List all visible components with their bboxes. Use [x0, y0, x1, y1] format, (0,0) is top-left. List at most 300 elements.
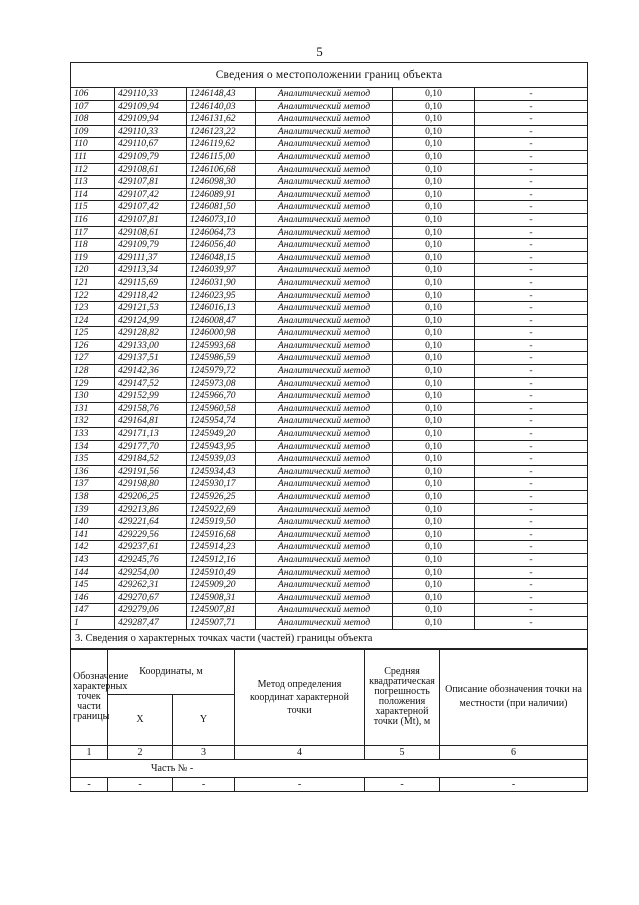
table-row — [71, 553, 588, 566]
coord-x-cell: 429133,00 — [115, 339, 187, 352]
col-num-5: 5 — [365, 745, 440, 759]
coord-x-cell: 429107,81 — [115, 176, 187, 189]
empty-cell: - — [108, 777, 173, 791]
description-cell: - — [475, 100, 588, 113]
description-cell: - — [475, 213, 588, 226]
method-cell: Аналитический метод — [256, 503, 393, 516]
table-row — [71, 377, 588, 390]
description-cell: - — [475, 276, 588, 289]
coord-x-cell: 429111,37 — [115, 251, 187, 264]
page-number: 5 — [316, 44, 323, 59]
description-cell: - — [475, 528, 588, 541]
coord-x-cell: 429108,61 — [115, 226, 187, 239]
coord-y-cell: 1246073,10 — [187, 213, 256, 226]
table-row — [71, 528, 588, 541]
method-cell: Аналитический метод — [256, 591, 393, 604]
method-cell: Аналитический метод — [256, 566, 393, 579]
table-row — [71, 302, 588, 315]
method-cell: Аналитический метод — [256, 125, 393, 138]
error-cell: 0,10 — [393, 88, 475, 101]
point-number-cell: 110 — [71, 138, 115, 151]
table-row — [71, 453, 588, 466]
method-cell: Аналитический метод — [256, 377, 393, 390]
table-row — [71, 88, 588, 101]
coord-y-cell: 1245934,43 — [187, 465, 256, 478]
error-cell: 0,10 — [393, 201, 475, 214]
coord-x-cell: 429279,06 — [115, 604, 187, 617]
description-cell: - — [475, 591, 588, 604]
description-cell: - — [475, 314, 588, 327]
coord-y-cell: 1246008,47 — [187, 314, 256, 327]
error-cell: 0,10 — [393, 591, 475, 604]
description-cell: - — [475, 251, 588, 264]
col-num-1: 1 — [71, 745, 108, 759]
method-cell: Аналитический метод — [256, 352, 393, 365]
description-cell: - — [475, 453, 588, 466]
description-cell: - — [475, 390, 588, 403]
error-cell: 0,10 — [393, 465, 475, 478]
error-cell: 0,10 — [393, 352, 475, 365]
coord-y-cell: 1246115,00 — [187, 150, 256, 163]
table-row — [71, 491, 588, 504]
description-cell: - — [475, 150, 588, 163]
error-cell: 0,10 — [393, 579, 475, 592]
coord-x-cell: 429118,42 — [115, 289, 187, 302]
error-cell: 0,10 — [393, 264, 475, 277]
col-num-6: 6 — [440, 745, 588, 759]
point-number-cell: 133 — [71, 428, 115, 441]
error-cell: 0,10 — [393, 138, 475, 151]
description-cell: - — [475, 503, 588, 516]
coord-x-cell: 429229,56 — [115, 528, 187, 541]
table-row — [71, 201, 588, 214]
coord-y-cell: 1245960,58 — [187, 402, 256, 415]
coord-y-cell: 1245919,50 — [187, 516, 256, 529]
method-cell: Аналитический метод — [256, 264, 393, 277]
error-cell: 0,10 — [393, 553, 475, 566]
part-label: Часть № - — [71, 759, 588, 777]
method-cell: Аналитический метод — [256, 453, 393, 466]
error-cell: 0,10 — [393, 365, 475, 378]
error-cell: 0,10 — [393, 176, 475, 189]
coord-x-cell: 429262,31 — [115, 579, 187, 592]
method-cell: Аналитический метод — [256, 213, 393, 226]
coord-x-cell: 429213,86 — [115, 503, 187, 516]
table-row — [71, 516, 588, 529]
coord-y-cell: 1246023,95 — [187, 289, 256, 302]
method-cell: Аналитический метод — [256, 150, 393, 163]
table-row — [71, 239, 588, 252]
coord-x-cell: 429171,13 — [115, 428, 187, 441]
method-cell: Аналитический метод — [256, 579, 393, 592]
coord-y-cell: 1245912,16 — [187, 553, 256, 566]
point-number-cell: 143 — [71, 553, 115, 566]
description-cell: - — [475, 138, 588, 151]
coord-x-cell: 429158,76 — [115, 402, 187, 415]
method-cell: Аналитический метод — [256, 415, 393, 428]
description-cell: - — [475, 415, 588, 428]
error-cell: 0,10 — [393, 289, 475, 302]
point-number-cell: 130 — [71, 390, 115, 403]
method-cell: Аналитический метод — [256, 138, 393, 151]
coord-y-cell: 1246131,62 — [187, 113, 256, 126]
description-cell: - — [475, 566, 588, 579]
header-error: Средняя квадратическая погрешность положения характерной точки (Мt), м — [365, 649, 440, 745]
method-cell: Аналитический метод — [256, 428, 393, 441]
point-number-cell: 116 — [71, 213, 115, 226]
method-cell: Аналитический метод — [256, 88, 393, 101]
coord-x-cell: 429177,70 — [115, 440, 187, 453]
coord-y-cell: 1246089,91 — [187, 188, 256, 201]
coord-y-cell: 1245986,59 — [187, 352, 256, 365]
header-method: Метод определения координат характерной точки — [235, 649, 365, 745]
coord-x-cell: 429184,52 — [115, 453, 187, 466]
empty-cell: - — [173, 777, 235, 791]
point-number-cell: 132 — [71, 415, 115, 428]
empty-cell: - — [365, 777, 440, 791]
error-cell: 0,10 — [393, 516, 475, 529]
point-number-cell: 106 — [71, 88, 115, 101]
method-cell: Аналитический метод — [256, 239, 393, 252]
error-cell: 0,10 — [393, 440, 475, 453]
table-row — [71, 591, 588, 604]
coord-x-cell: 429110,33 — [115, 125, 187, 138]
error-cell: 0,10 — [393, 125, 475, 138]
description-cell: - — [475, 365, 588, 378]
error-cell: 0,10 — [393, 566, 475, 579]
coord-y-cell: 1245909,20 — [187, 579, 256, 592]
description-cell: - — [475, 402, 588, 415]
coord-y-cell: 1245926,25 — [187, 491, 256, 504]
error-cell: 0,10 — [393, 150, 475, 163]
coord-x-cell: 429164,81 — [115, 415, 187, 428]
table-row — [71, 213, 588, 226]
point-number-cell: 137 — [71, 478, 115, 491]
description-cell: - — [475, 264, 588, 277]
error-cell: 0,10 — [393, 314, 475, 327]
table-row — [71, 566, 588, 579]
table-row — [71, 289, 588, 302]
description-cell: - — [475, 579, 588, 592]
coord-x-cell: 429221,64 — [115, 516, 187, 529]
method-cell: Аналитический метод — [256, 616, 393, 629]
point-number-cell: 128 — [71, 365, 115, 378]
coord-x-cell: 429206,25 — [115, 491, 187, 504]
coord-x-cell: 429108,61 — [115, 163, 187, 176]
method-cell: Аналитический метод — [256, 314, 393, 327]
description-cell: - — [475, 541, 588, 554]
table-row — [71, 579, 588, 592]
table-row — [71, 440, 588, 453]
description-cell: - — [475, 440, 588, 453]
point-number-cell: 121 — [71, 276, 115, 289]
coord-y-cell: 1245993,68 — [187, 339, 256, 352]
error-cell: 0,10 — [393, 339, 475, 352]
coord-x-cell: 429147,52 — [115, 377, 187, 390]
point-number-cell: 112 — [71, 163, 115, 176]
method-cell: Аналитический метод — [256, 176, 393, 189]
error-cell: 0,10 — [393, 616, 475, 629]
coord-y-cell: 1245966,70 — [187, 390, 256, 403]
col-num-4: 4 — [235, 745, 365, 759]
table-row — [71, 264, 588, 277]
coord-x-cell: 429254,00 — [115, 566, 187, 579]
coord-x-cell: 429142,36 — [115, 365, 187, 378]
point-number-cell: 147 — [71, 604, 115, 617]
point-number-cell: 108 — [71, 113, 115, 126]
table-row — [71, 276, 588, 289]
error-cell: 0,10 — [393, 251, 475, 264]
method-cell: Аналитический метод — [256, 541, 393, 554]
header-description: Описание обозначения точки на местности (при наличии) — [440, 649, 588, 745]
table-row — [71, 352, 588, 365]
description-cell: - — [475, 352, 588, 365]
table-row — [71, 541, 588, 554]
description-cell: - — [475, 176, 588, 189]
coord-y-cell: 1245916,68 — [187, 528, 256, 541]
method-cell: Аналитический метод — [256, 440, 393, 453]
coord-y-cell: 1245930,17 — [187, 478, 256, 491]
description-cell: - — [475, 616, 588, 629]
coord-x-cell: 429237,61 — [115, 541, 187, 554]
point-number-cell: 146 — [71, 591, 115, 604]
description-cell: - — [475, 478, 588, 491]
method-cell: Аналитический метод — [256, 302, 393, 315]
description-cell: - — [475, 239, 588, 252]
method-cell: Аналитический метод — [256, 289, 393, 302]
method-cell: Аналитический метод — [256, 226, 393, 239]
coord-x-cell: 429110,33 — [115, 88, 187, 101]
table-row — [71, 226, 588, 239]
header-point-designation: Обозначение характерных точек части границы — [71, 649, 108, 745]
point-number-cell: 124 — [71, 314, 115, 327]
table-row — [71, 176, 588, 189]
description-cell: - — [475, 339, 588, 352]
coord-y-cell: 1245907,81 — [187, 604, 256, 617]
table-row — [71, 125, 588, 138]
empty-cell: - — [71, 777, 108, 791]
table-row — [71, 604, 588, 617]
description-cell: - — [475, 289, 588, 302]
description-cell: - — [475, 188, 588, 201]
point-number-cell: 120 — [71, 264, 115, 277]
method-cell: Аналитический метод — [256, 390, 393, 403]
table-row — [71, 188, 588, 201]
coord-y-cell: 1246098,30 — [187, 176, 256, 189]
error-cell: 0,10 — [393, 302, 475, 315]
method-cell: Аналитический метод — [256, 516, 393, 529]
coord-y-cell: 1246031,90 — [187, 276, 256, 289]
method-cell: Аналитический метод — [256, 402, 393, 415]
method-cell: Аналитический метод — [256, 113, 393, 126]
description-cell: - — [475, 113, 588, 126]
method-cell: Аналитический метод — [256, 604, 393, 617]
header-x: X — [108, 694, 173, 745]
coord-x-cell: 429152,99 — [115, 390, 187, 403]
coord-x-cell: 429245,76 — [115, 553, 187, 566]
table-row — [71, 314, 588, 327]
description-cell: - — [475, 302, 588, 315]
header-coordinates: Координаты, м — [108, 649, 235, 694]
coord-y-cell: 1245914,23 — [187, 541, 256, 554]
description-cell: - — [475, 163, 588, 176]
method-cell: Аналитический метод — [256, 100, 393, 113]
error-cell: 0,10 — [393, 390, 475, 403]
coord-y-cell: 1245979,72 — [187, 365, 256, 378]
coord-y-cell: 1245922,69 — [187, 503, 256, 516]
coord-y-cell: 1246119,62 — [187, 138, 256, 151]
col-num-3: 3 — [173, 745, 235, 759]
table-row — [71, 365, 588, 378]
point-number-cell: 135 — [71, 453, 115, 466]
description-cell: - — [475, 491, 588, 504]
coord-y-cell: 1246016,13 — [187, 302, 256, 315]
point-number-cell: 111 — [71, 150, 115, 163]
description-cell: - — [475, 604, 588, 617]
coord-y-cell: 1246064,73 — [187, 226, 256, 239]
point-number-cell: 136 — [71, 465, 115, 478]
table-row — [71, 163, 588, 176]
coord-y-cell: 1246123,22 — [187, 125, 256, 138]
error-cell: 0,10 — [393, 604, 475, 617]
method-cell: Аналитический метод — [256, 188, 393, 201]
coord-y-cell: 1246039,97 — [187, 264, 256, 277]
error-cell: 0,10 — [393, 491, 475, 504]
table-row — [71, 251, 588, 264]
point-number-cell: 138 — [71, 491, 115, 504]
error-cell: 0,10 — [393, 213, 475, 226]
coord-x-cell: 429107,42 — [115, 201, 187, 214]
point-number-cell: 144 — [71, 566, 115, 579]
point-number-cell: 114 — [71, 188, 115, 201]
coord-x-cell: 429109,94 — [115, 100, 187, 113]
point-number-cell: 129 — [71, 377, 115, 390]
section-title: Сведения о местоположении границ объекта — [70, 62, 588, 87]
coord-x-cell: 429128,82 — [115, 327, 187, 340]
description-cell: - — [475, 125, 588, 138]
point-number-cell: 119 — [71, 251, 115, 264]
coord-x-cell: 429121,53 — [115, 302, 187, 315]
method-cell: Аналитический метод — [256, 365, 393, 378]
error-cell: 0,10 — [393, 226, 475, 239]
error-cell: 0,10 — [393, 415, 475, 428]
table-row — [71, 390, 588, 403]
description-cell: - — [475, 201, 588, 214]
part-points-table — [70, 649, 588, 792]
error-cell: 0,10 — [393, 503, 475, 516]
boundary-section — [70, 62, 588, 792]
coord-y-cell: 1245973,08 — [187, 377, 256, 390]
table-row — [71, 428, 588, 441]
point-number-cell: 145 — [71, 579, 115, 592]
point-number-cell: 109 — [71, 125, 115, 138]
error-cell: 0,10 — [393, 327, 475, 340]
coord-y-cell: 1245954,74 — [187, 415, 256, 428]
coord-x-cell: 429137,51 — [115, 352, 187, 365]
point-number-cell: 115 — [71, 201, 115, 214]
description-cell: - — [475, 377, 588, 390]
coord-x-cell: 429270,67 — [115, 591, 187, 604]
coord-y-cell: 1245939,03 — [187, 453, 256, 466]
table-row — [71, 339, 588, 352]
point-number-cell: 113 — [71, 176, 115, 189]
error-cell: 0,10 — [393, 113, 475, 126]
coord-y-cell: 1245908,31 — [187, 591, 256, 604]
point-number-cell: 131 — [71, 402, 115, 415]
table-row — [71, 150, 588, 163]
header-y: Y — [173, 694, 235, 745]
coord-x-cell: 429113,34 — [115, 264, 187, 277]
point-number-cell: 122 — [71, 289, 115, 302]
coord-x-cell: 429109,79 — [115, 150, 187, 163]
point-number-cell: 107 — [71, 100, 115, 113]
point-number-cell: 141 — [71, 528, 115, 541]
coord-x-cell: 429191,56 — [115, 465, 187, 478]
coord-y-cell: 1246148,43 — [187, 88, 256, 101]
table-row — [71, 113, 588, 126]
coord-y-cell: 1245910,49 — [187, 566, 256, 579]
method-cell: Аналитический метод — [256, 339, 393, 352]
coord-y-cell: 1246056,40 — [187, 239, 256, 252]
method-cell: Аналитический метод — [256, 276, 393, 289]
description-cell: - — [475, 516, 588, 529]
table-row — [71, 503, 588, 516]
coord-y-cell: 1246140,03 — [187, 100, 256, 113]
error-cell: 0,10 — [393, 541, 475, 554]
error-cell: 0,10 — [393, 528, 475, 541]
table-row — [71, 138, 588, 151]
coord-y-cell: 1246106,68 — [187, 163, 256, 176]
description-cell: - — [475, 327, 588, 340]
table-row — [71, 415, 588, 428]
method-cell: Аналитический метод — [256, 491, 393, 504]
point-number-cell: 134 — [71, 440, 115, 453]
point-number-cell: 1 — [71, 616, 115, 629]
coord-y-cell: 1246048,15 — [187, 251, 256, 264]
coord-x-cell: 429198,80 — [115, 478, 187, 491]
empty-cell: - — [235, 777, 365, 791]
point-number-cell: 118 — [71, 239, 115, 252]
error-cell: 0,10 — [393, 100, 475, 113]
coord-x-cell: 429115,69 — [115, 276, 187, 289]
table-row — [71, 616, 588, 629]
point-number-cell: 123 — [71, 302, 115, 315]
section3-title: 3. Сведения о характерных точках части (частей) границы объекта — [70, 630, 588, 649]
description-cell: - — [475, 428, 588, 441]
point-number-cell: 142 — [71, 541, 115, 554]
error-cell: 0,10 — [393, 402, 475, 415]
method-cell: Аналитический метод — [256, 163, 393, 176]
coord-x-cell: 429287,47 — [115, 616, 187, 629]
coord-y-cell: 1245907,71 — [187, 616, 256, 629]
coord-y-cell: 1245943,95 — [187, 440, 256, 453]
point-number-cell: 126 — [71, 339, 115, 352]
method-cell: Аналитический метод — [256, 553, 393, 566]
coord-y-cell: 1246081,50 — [187, 201, 256, 214]
table-row — [71, 402, 588, 415]
method-cell: Аналитический метод — [256, 327, 393, 340]
description-cell: - — [475, 226, 588, 239]
method-cell: Аналитический метод — [256, 478, 393, 491]
col-num-2: 2 — [108, 745, 173, 759]
method-cell: Аналитический метод — [256, 201, 393, 214]
point-number-cell: 117 — [71, 226, 115, 239]
point-number-cell: 127 — [71, 352, 115, 365]
description-cell: - — [475, 553, 588, 566]
coord-x-cell: 429109,94 — [115, 113, 187, 126]
error-cell: 0,10 — [393, 239, 475, 252]
table-row — [71, 465, 588, 478]
